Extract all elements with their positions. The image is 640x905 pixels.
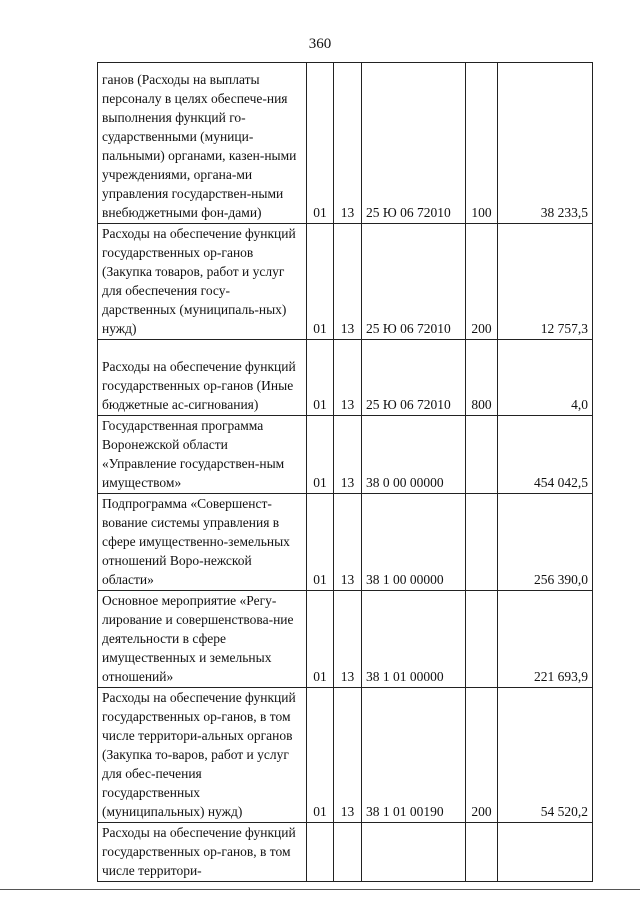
row-subsection: 13 [334,494,362,591]
row-expense-type [466,494,498,591]
row-target-code [362,823,466,882]
row-expense-type [466,416,498,494]
row-subsection: 13 [334,63,362,224]
row-expense-type: 800 [466,340,498,416]
row-subsection [334,823,362,882]
row-amount: 4,0 [498,340,593,416]
page-number: 360 [308,36,332,52]
row-section: 01 [307,340,334,416]
row-description: Расходы на обеспечение функций государственных ор-ганов (Иные бюджетные ас-сигнования) [98,340,307,416]
row-target-code: 25 Ю 06 72010 [362,340,466,416]
row-section: 01 [307,494,334,591]
row-target-code: 25 Ю 06 72010 [362,63,466,224]
row-description: Расходы на обеспечение функций государственных ор-ганов (Закупка товаров, работ и услуг для обеспечения госу-дарственных (муниципаль-ных) нужд) [98,224,307,340]
row-description: Расходы на обеспечение функций государственных ор-ганов, в том числе территори-альных органов (Закупка то-варов, работ и услуг для обес-печения государственных (муниципальных) нужд) [98,688,307,823]
row-amount: 454 042,5 [498,416,593,494]
row-target-code: 38 1 00 00000 [362,494,466,591]
table-row [98,494,593,591]
row-subsection: 13 [334,340,362,416]
table-row [98,340,593,416]
row-amount [498,823,593,882]
table-row [98,224,593,340]
table-row [98,416,593,494]
row-description: Государственная программа Воронежской области «Управление государствен-ным имуществом» [98,416,307,494]
row-target-code: 38 1 01 00000 [362,591,466,688]
row-description: Основное мероприятие «Регу-лирование и совершенствова-ние деятельности в сфере имущественных и земельных отношений» [98,591,307,688]
row-amount: 12 757,3 [498,224,593,340]
row-description: ганов (Расходы на выплаты персоналу в целях обеспече-ния выполнения функций го-сударственными (муници-пальными) органами, казен-ными учреждениями, органа-ми управления государствен-ными внебюджетными фон-дами) [98,63,307,224]
row-expense-type: 200 [466,688,498,823]
row-description: Подпрограмма «Совершенст-вование системы управления в сфере имущественно-земельных отношений Воро-нежской области» [98,494,307,591]
row-amount: 38 233,5 [498,63,593,224]
row-amount: 54 520,2 [498,688,593,823]
row-expense-type: 200 [466,224,498,340]
row-subsection: 13 [334,688,362,823]
budget-table [97,62,593,882]
row-target-code: 25 Ю 06 72010 [362,224,466,340]
row-section: 01 [307,224,334,340]
row-amount: 221 693,9 [498,591,593,688]
table-row [98,591,593,688]
row-target-code: 38 0 00 00000 [362,416,466,494]
row-target-code: 38 1 01 00190 [362,688,466,823]
table-row [98,63,593,224]
row-section: 01 [307,416,334,494]
row-subsection: 13 [334,591,362,688]
row-amount: 256 390,0 [498,494,593,591]
row-subsection: 13 [334,224,362,340]
row-section: 01 [307,591,334,688]
row-section: 01 [307,63,334,224]
row-expense-type [466,823,498,882]
row-description: Расходы на обеспечение функций государственных ор-ганов, в том числе территори- [98,823,307,882]
row-expense-type: 100 [466,63,498,224]
page-bottom-rule [0,889,640,890]
row-expense-type [466,591,498,688]
table-row [98,688,593,823]
row-section [307,823,334,882]
table-row [98,823,593,882]
row-subsection: 13 [334,416,362,494]
row-section: 01 [307,688,334,823]
